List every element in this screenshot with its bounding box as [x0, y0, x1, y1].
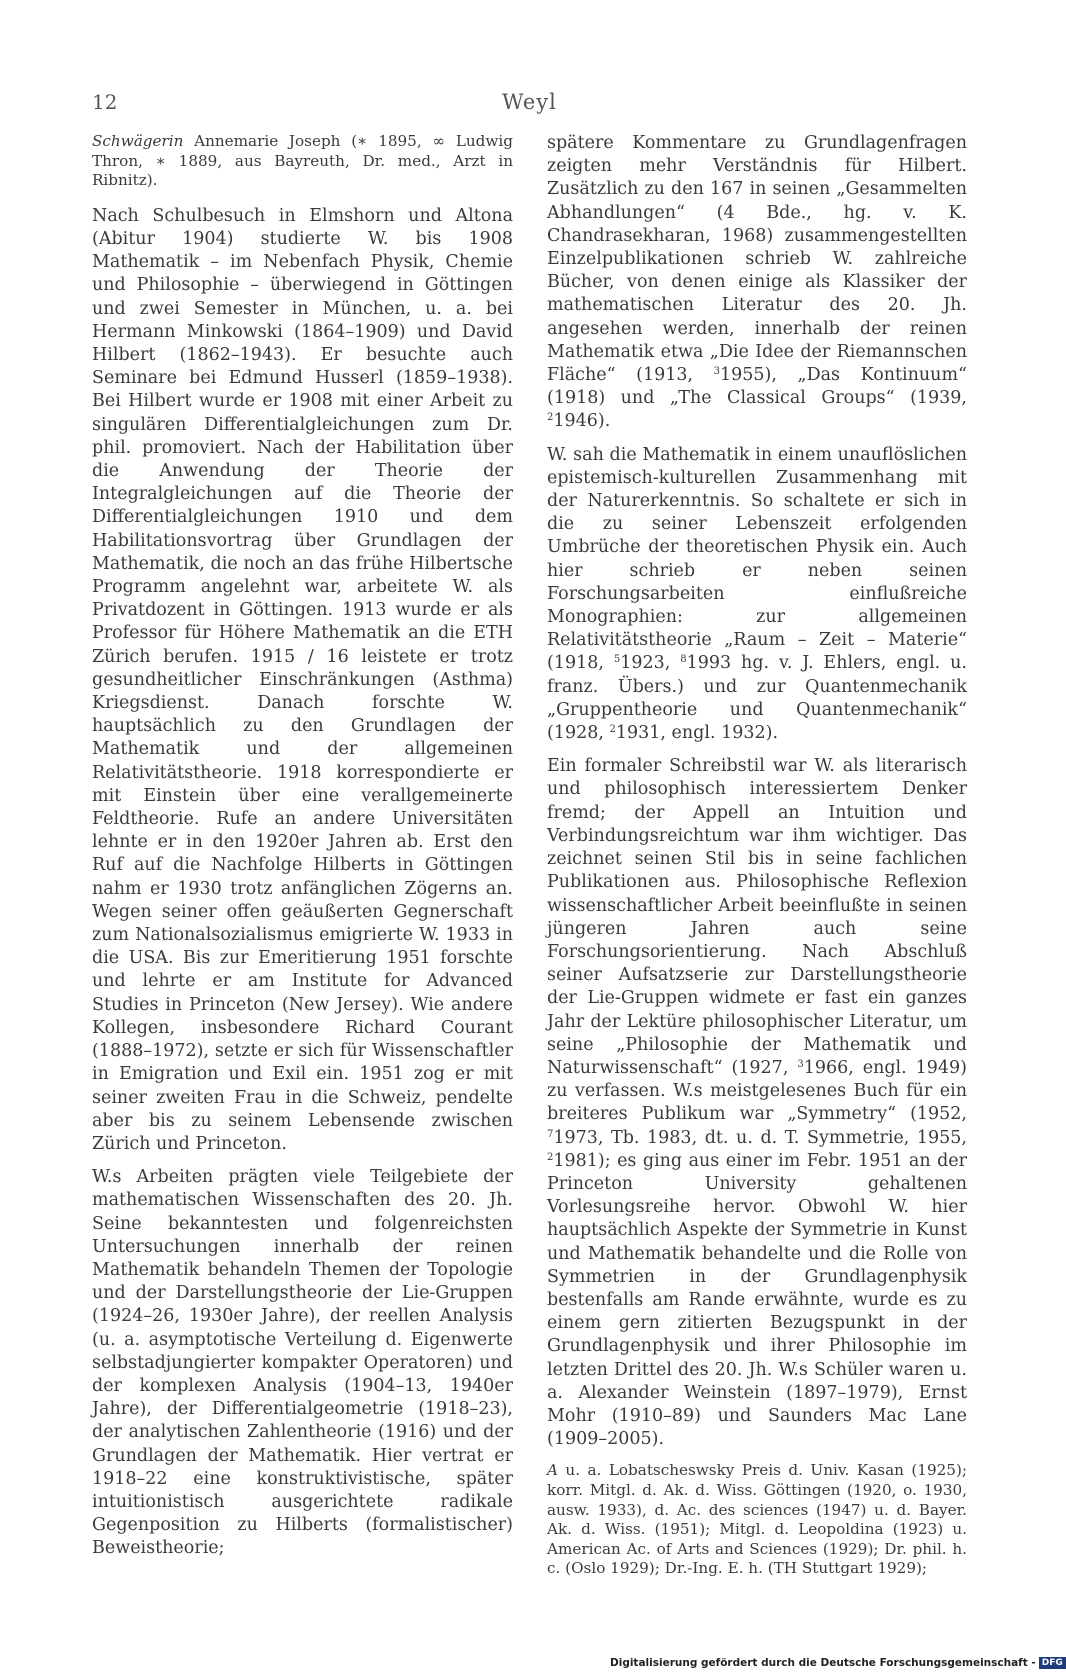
- footer-text: Digitalisierung gefördert durch die Deutsche Forschungsgemeinschaft -: [610, 1657, 1036, 1669]
- text-run: Ein formaler Schreibstil war W. als literarisch und philosophisch interessiertem Denker fremd; der Appell an Intuition und Verbindungsreichtum war ihm wichtiger. Das zeichnet seinen Stil bis in seine fachlichen Publikationen aus. Philosophische Reflexion wissenschaftlicher Arbeit beeinflußte in seinen jüngeren Jahren auch seine Forschungsorientierung. Nach Abschluß seiner Aufsatzserie zur Darstellungstheorie der Lie-Gruppen widmete er fast ein ganzes Jahr der Lektüre philosophischer Literatur, um seine „Philosophie der Mathematik und Naturwissenschaft“ (1927,: [547, 756, 967, 1078]
- edition-superscript: 5: [613, 654, 621, 666]
- dfg-logo: DFG: [1039, 1657, 1066, 1669]
- paragraph-biography: Nach Schulbesuch in Elmshorn und Altona (Abitur 1904) studierte W. bis 1908 Mathematik – im Nebenfach Physik, Chemie und Philosophie – überwiegend in Göttingen und zwei Semester in München, u. a. bei Hermann Minkowski (1864–1909) und David Hilbert (1862–1943). Er besuchte auch Seminare bei Edmund Husserl (1859–1938). Bei Hilbert wurde er 1908 mit einer Arbeit zu singulären Differentialgleichungen zum Dr. phil. promoviert. Nach der Habilitation über die Anwendung der Theorie der Integralgleichungen auf die Theorie der Differentialgleichungen 1910 und dem Habilitationsvortrag über Grundlagen der Mathematik, die noch an das frühe Hilbertsche Programm angelehnt war, arbeitete W. als Privatdozent in Göttingen. 1913 wurde er als Professor für Höhere Mathematik an die ETH Zürich berufen. 1915 / 16 leistete er trotz gesundheitlicher Einschränkungen (Asthma) Kriegsdienst. Danach forschte W. hauptsächlich zu den Grundlagen der Mathematik und der allgemeinen Relativitätstheorie. 1918 korrespondierte er mit Einstein über eine verallgemeinerte Feldtheorie. Rufe an andere Universitäten lehnte er in den 1920er Jahren ab. Erst den Ruf auf die Nachfolge Hilberts in Göttingen nahm er 1930 trotz anfänglichen Zögerns an. Wegen seiner offen geäußerten Gegnerschaft zum Nationalsozialismus emigrierte W. 1933 in die USA. Bis zur Emeritierung 1951 forschte und lehrte er am Institute for Advanced Studies in Princeton (New Jersey). Wie andere Kollegen, insbesondere Richard Courant (1888–1972), setzte er sich für Wissenschaftler in Emigration und Exil ein. 1951 zog er mit seiner zweiten Frau in die Schweiz, pendelte aber bis zu seinem Lebensende zwischen Zürich und Princeton.: [92, 205, 513, 1154]
- edition-superscript: 3: [713, 366, 720, 378]
- paragraph-family: [92, 132, 513, 191]
- text-run: 1955), „Das Kontinuum“ (1918) und „The Classical Groups“ (1939,: [547, 365, 967, 409]
- paragraph-awards: [547, 1461, 967, 1579]
- edition-superscript: 2: [547, 1151, 554, 1163]
- text-run: 1981); es ging aus einer im Febr. 1951 an der Princeton University gehaltenen Vorlesungsreihe hervor. Obwohl W. hier hauptsächlich Aspekte der Symmetrie in Kunst und Mathematik behandelte und die Rolle von Symmetrien in der Grundlagenphysik bestenfalls am Rande erwähnte, wurde es zu einem gern zitierten Bezugspunkt in der Grundlagenphysik und ihrer Philosophie im letzten Drittel des 20. Jh. W.s Schüler waren u. a. Alexander Weinstein (1897–1979), Ernst Mohr (1910–89) und Saunders Mac Lane (1909–2005).: [547, 1150, 967, 1450]
- paragraph-lead-italic: Schwägerin: [92, 132, 184, 150]
- text-run: 1923,: [620, 653, 681, 674]
- awards-lead-italic: A: [547, 1461, 558, 1480]
- text-run: 1993 hg. v. J. Ehlers, engl. u. franz. Übers.) und zur Quantenmechanik „Gruppentheorie und Quantenmechanik“ (1928,: [547, 653, 967, 744]
- paragraph-style: [547, 755, 967, 1451]
- paragraph-work: W.s Arbeiten prägten viele Teilgebiete der mathematischen Wissenschaften des 20. Jh. Seine bekanntesten und folgenreichsten Untersuchungen innerhalb der reinen Mathematik behandeln Themen der Topologie und der Darstellungstheorie der Lie-Gruppen (1924–26, 1930er Jahre), der reellen Analysis (u. a. asymptotische Verteilung d. Eigenwerte selbstadjungierter kompakter Operatoren) und der komplexen Analysis (1904–13, 1940er Jahre), der Differentialgeometrie (1918–23), der analytischen Zahlentheorie (1916) und der Grundlagen der Mathematik. Hier vertrat er 1918–22 eine konstruktivistische, später intuitionistisch ausgerichtete radikale Gegenposition zu Hilberts (formalistischer) Beweistheorie;: [92, 1167, 513, 1559]
- page-number: 12: [92, 90, 118, 114]
- edition-superscript: 2: [547, 412, 554, 424]
- paragraph-text: u. a. Lobatscheswsky Preis d. Univ. Kasan (1925); korr. Mitgl. d. Ak. d. Wiss. Göttingen (1920, o. 1930, ausw. 1933), d. Ac. des sciences (1947) u. d. Bayer. Ak. d. Wiss. (1951); Mitgl. d. Leopoldina (1923) u. American Ac. of Arts and Sciences (1929); Dr. phil. h. c. (Oslo 1929); Dr.-Ing. E. h. (TH Stuttgart 1929);: [547, 1461, 967, 1578]
- text-run: 1931, engl. 1932).: [615, 723, 779, 744]
- edition-superscript: 2: [609, 724, 616, 736]
- edition-superscript: 7: [547, 1128, 554, 1140]
- text-run: spätere Kommentare zu Grundlagenfragen zeigten mehr Verständnis für Hilbert. Zusätzlich zu den 167 in seinen „Gesammelten Abhandlungen“ (4 Bde., hg. v. K. Chandrasekharan, 1968) zusammengestellten Einzelpublikationen schrieb W. zahlreiche Bücher, von denen einige als Klassiker der mathematischen Literatur des 20. Jh. angesehen werden, innerhalb der reinen Mathematik etwa „Die Idee der Riemannschen Fläche“ (1913,: [547, 133, 967, 386]
- paragraph-text: Annemarie Joseph (∗ 1895, ∞ Ludwig Thron, ∗ 1889, aus Bayreuth, Dr. med., Arzt in Ribnitz).: [92, 132, 513, 190]
- paragraph-physics: [547, 444, 967, 746]
- page-header: [92, 90, 912, 120]
- digitization-footer: [610, 1657, 1066, 1669]
- running-head: Weyl: [502, 90, 557, 114]
- text-run: W. sah die Mathematik in einem unauflöslichen epistemisch-kulturellen Zusammenhang mit der Naturerkenntnis. So schaltete er sich in die zu seiner Lebenszeit erfolgenden Umbrüche der theoretischen Physik ein. Auch hier schrieb er neben seinen Forschungsarbeiten einflußreiche Monographien: zur allgemeinen Relativitätstheorie „Raum – Zeit – Materie“ (1918,: [547, 444, 967, 674]
- edition-superscript: 3: [797, 1058, 804, 1070]
- text-run: 1946).: [553, 411, 611, 432]
- edition-superscript: 8: [680, 654, 687, 666]
- right-column: [547, 132, 967, 1593]
- left-column: [92, 132, 513, 1571]
- paragraph-publications: [547, 132, 967, 434]
- text-run: 1966, engl. 1949) zu verfassen. W.s meistgelesenes Buch für ein breiteres Publikum war „Symmetry“ (1952,: [547, 1057, 967, 1125]
- text-run: 1973, Tb. 1983, dt. u. d. T. Symmetrie, 1955,: [553, 1127, 967, 1148]
